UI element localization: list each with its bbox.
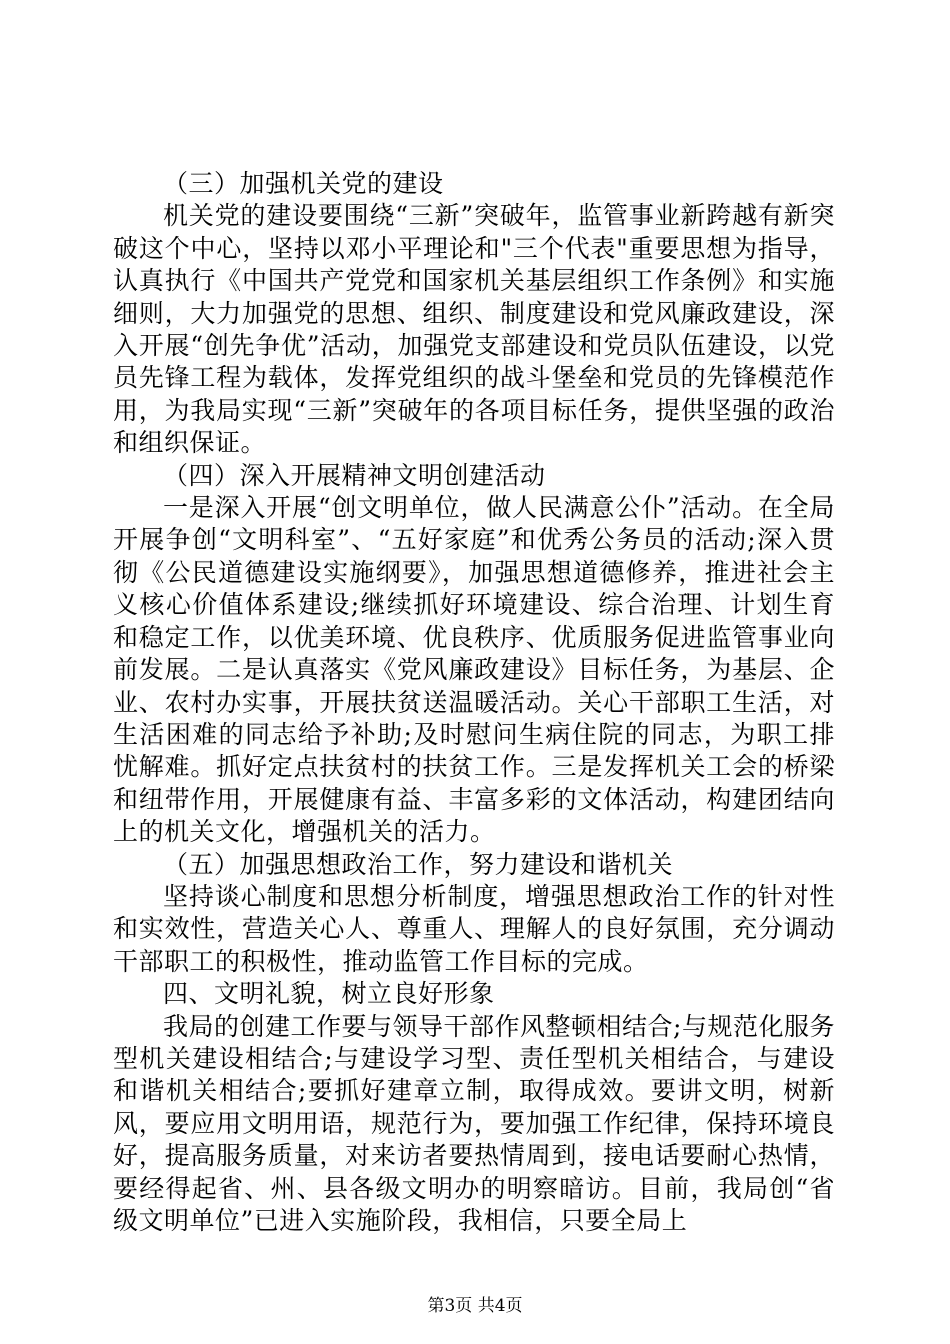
page-number-footer: 第3页 共4页 — [427, 1296, 523, 1316]
section-heading-four: 四、文明礼貌，树立良好形象 — [163, 979, 495, 1009]
body-paragraph: 坚持谈心制度和思想分析制度，增强思想政治工作的针对性和实效性，营造关心人、尊重人、理解人的良好氛围，充分调动干部职工的积极性，推动监管工作目标的完成。 — [113, 881, 835, 976]
body-paragraph: 我局的创建工作要与领导干部作风整顿相结合;与规范化服务型机关建设相结合;与建设学习型、责任型机关相结合，与建设和谐机关相结合;要抓好建章立制，取得成效。要讲文明，树新风，要应用文明用语，规范行为，要加强工作纪律，保持环境良好，提高服务质量，对来访者要热情周到，接电话要耐心热情，要经得起省、州、县各级文明办的明察暗访。目前，我局创“省级文明单位”已进入实施阶段，我相信，只要全局上 — [113, 1011, 835, 1235]
section-heading-4: （四）深入开展精神文明创建活动 — [163, 460, 546, 490]
document-body — [113, 168, 835, 1237]
body-paragraph: 一是深入开展“创文明单位，做人民满意公仆”活动。在全局开展争创“文明科室”、“五好家庭”和优秀公务员的活动;深入贯彻《公民道德建设实施纲要》，加强思想道德修养，推进社会主义核心价值体系建设;继续抓好环境建设、综合治理、计划生育和稳定工作，以优美环境、优良秩序、优质服务促进监管事业向前发展。二是认真落实《党风廉政建设》目标任务，为基层、企业、农村办实事，开展扶贫送温暖活动。关心干部职工生活，对生活困难的同志给予补助;及时慰问生病住院的同志，为职工排忧解难。抓好定点扶贫村的扶贫工作。三是发挥机关工会的桥梁和纽带作用，开展健康有益、丰富多彩的文体活动，构建团结向上的机关文化，增强机关的活力。 — [113, 493, 835, 847]
section-heading-5: （五）加强思想政治工作，努力建设和谐机关 — [163, 849, 674, 879]
section-heading-3: （三）加强机关党的建设 — [163, 169, 444, 198]
body-paragraph: 机关党的建设要围绕“三新”突破年，监管事业新跨越有新突破这个中心，坚持以邓小平理论和"三个代表"重要思想为指导，认真执行《中国共产党党和国家机关基层组织工作条例》和实施细则，大力加强党的思想、组织、制度建设和党风廉政建设，深入开展“创先争优”活动，加强党支部建设和党员队伍建设，以党员先锋工程为载体，发挥党组织的战斗堡垒和党员的先锋模范作用，为我局实现“三新”突破年的各项目标任务，提供坚强的政治和组织保证。 — [113, 201, 835, 458]
